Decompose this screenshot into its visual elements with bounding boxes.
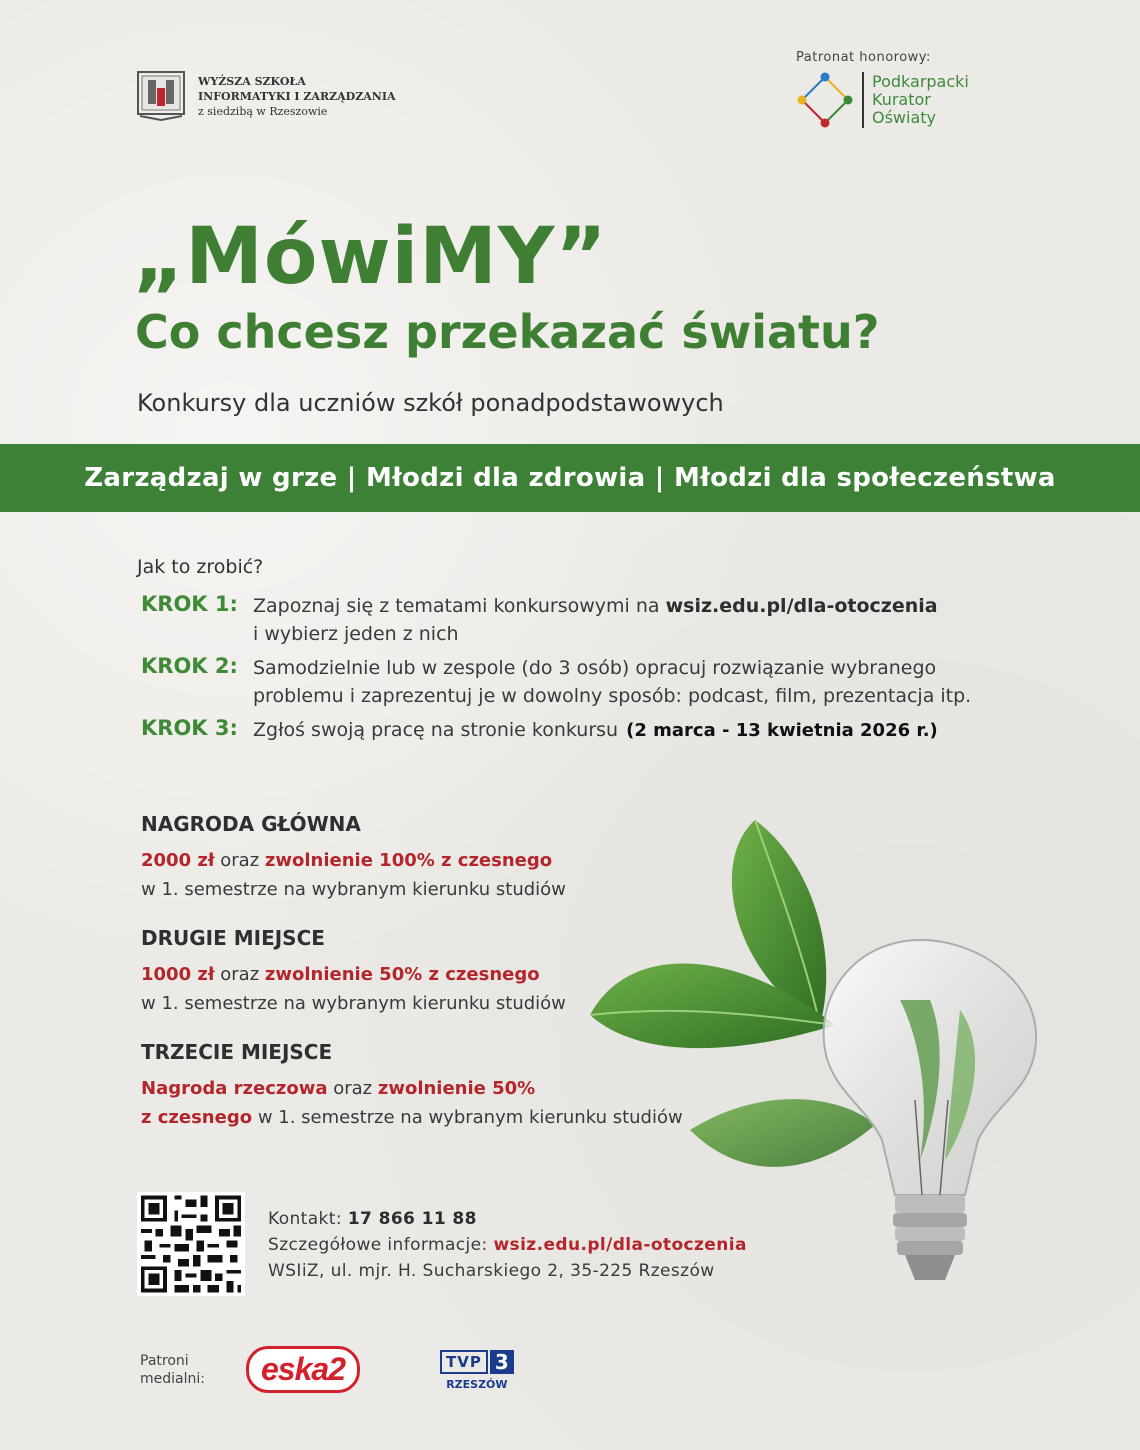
patronage-name-line2: Kurator (872, 90, 931, 109)
patronage-separator (862, 72, 864, 128)
phone-number[interactable]: 17 866 11 88 (347, 1209, 477, 1229)
prize-heading: TRZECIE MIEJSCE (141, 1040, 333, 1064)
prize-third (141, 1040, 781, 1132)
media-label-line2: medialni: (140, 1371, 205, 1387)
step-3 (141, 716, 971, 745)
tagline: Konkursy dla uczniów szkół ponadpodstawowych (137, 389, 724, 417)
school-name-line1: WYŻSZA SZKOŁA (198, 74, 306, 88)
prize-detail: w 1. semestrze na wybranym kierunku studiów (141, 993, 566, 1014)
info-link[interactable]: wsiz.edu.pl/dla-otoczenia (493, 1235, 747, 1255)
step-2 (141, 654, 971, 710)
step-1 (141, 592, 971, 648)
prize-amount: Nagroda rzeczowa (141, 1078, 328, 1099)
step-label: KROK 3: (141, 716, 238, 740)
prize-waiver-cont: z czesnego (141, 1107, 253, 1128)
prize-detail: w 1. semestrze na wybranym kierunku studiów (141, 879, 566, 900)
step-text: Zgłoś swoją pracę na stronie konkursu (253, 719, 619, 741)
prize-heading: NAGRODA GŁÓWNA (141, 812, 361, 836)
prize-waiver: zwolnienie 50% z czesnego (264, 964, 540, 985)
prize-detail: w 1. semestrze na wybranym kierunku studiów (252, 1107, 683, 1128)
tvp-logo-number: 3 (490, 1350, 514, 1374)
patronage-logo (796, 50, 969, 129)
patronage-name-line1: Podkarpacki (872, 72, 969, 91)
prize-connector: oraz (214, 964, 265, 985)
tvp3-logo (440, 1350, 514, 1391)
category-banner (0, 444, 1140, 512)
patronage-label: Patronat honorowy: (796, 50, 931, 65)
step-text: Samodzielnie lub w zespole (do 3 osób) opracuj rozwiązanie wybranego (253, 657, 937, 679)
prize-waiver: zwolnienie 50% (377, 1078, 536, 1099)
school-name-line3: z siedzibą w Rzeszowie (198, 104, 328, 118)
curator-diamond-icon (796, 71, 854, 129)
phone-label: Kontakt: (268, 1209, 348, 1229)
step-text-cont: problemu i zaprezentuj je w dowolny sposób: podcast, film, prezentacja itp. (253, 685, 972, 707)
prize-amount: 2000 zł (141, 850, 215, 871)
school-logo (136, 70, 396, 122)
step-text-cont: i wybierz jeden z nich (253, 623, 459, 645)
prize-connector: oraz (214, 850, 265, 871)
eska2-logo (246, 1346, 360, 1393)
prize-amount: 1000 zł (141, 964, 215, 985)
step-label: KROK 1: (141, 592, 238, 616)
prize-first (141, 812, 781, 904)
steps-heading: Jak to zrobić? (137, 556, 264, 578)
prize-connector: oraz (327, 1078, 378, 1099)
info-label: Szczegółowe informacje: (268, 1235, 494, 1255)
prize-heading: DRUGIE MIEJSCE (141, 926, 325, 950)
qr-code-icon[interactable] (137, 1192, 245, 1296)
prizes-section (141, 812, 781, 1132)
contact-info (268, 1206, 747, 1284)
contest-dates: (2 marca - 13 kwietnia 2026 r.) (626, 720, 938, 741)
step-label: KROK 2: (141, 654, 238, 678)
patronage-name-line3: Oświaty (872, 108, 937, 127)
tvp-city: RZESZÓW (446, 1378, 508, 1391)
steps-section (137, 556, 971, 745)
prize-second (141, 926, 781, 1018)
step-link[interactable]: wsiz.edu.pl/dla-otoczenia (665, 595, 938, 617)
media-label-line1: Patroni (140, 1353, 189, 1369)
media-patrons-label (140, 1352, 205, 1388)
school-name-line2: INFORMATYKI I ZARZĄDZANIA (198, 89, 396, 103)
step-text: Zapoznaj się z tematami konkursowymi na (253, 595, 666, 617)
prize-waiver: zwolnienie 100% z czesnego (264, 850, 553, 871)
address: WSIiZ, ul. mjr. H. Sucharskiego 2, 35-225 Rzeszów (268, 1261, 715, 1281)
page-title: „MówiMY” (133, 212, 608, 302)
tvp-logo-text: TVP (440, 1350, 488, 1374)
school-crest-icon (136, 70, 186, 122)
eska2-logo-text: eska2 (261, 1351, 345, 1387)
page-subtitle: Co chcesz przekazać światu? (135, 305, 880, 359)
banner-text: Zarządzaj w grze | Młodzi dla zdrowia | Młodzi dla społeczeństwa (84, 463, 1056, 493)
